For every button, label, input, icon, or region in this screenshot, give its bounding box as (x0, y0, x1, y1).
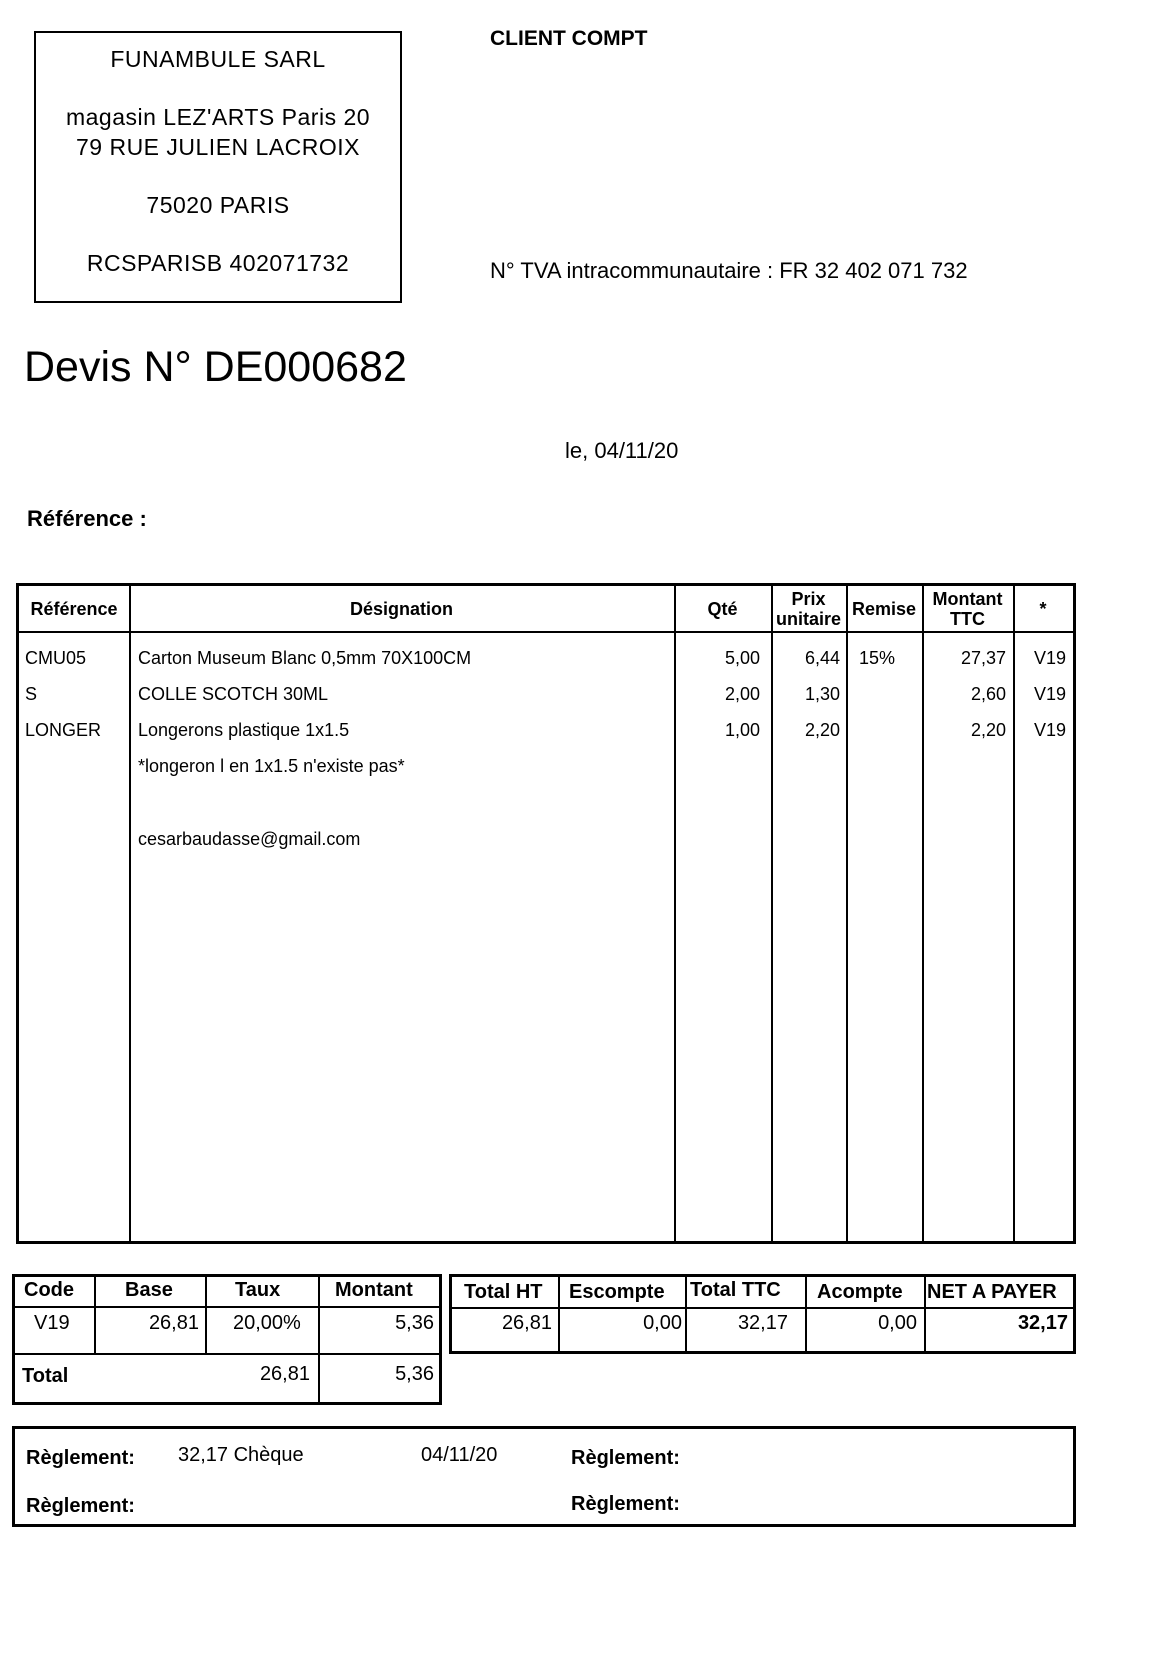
row-1-ref: CMU05 (25, 648, 87, 668)
client-label: CLIENT COMPT (490, 27, 648, 50)
tax-header-montant: Montant (335, 1279, 413, 1301)
row-3-ref: LONGER (25, 720, 102, 740)
totals-header-acompte: Acompte (817, 1281, 903, 1303)
reglement-label-1: Règlement: (26, 1447, 135, 1469)
tax-total-amount: 5,36 (395, 1363, 434, 1385)
quote-date: le, 04/11/20 (565, 438, 679, 463)
reglement-1-date: 04/11/20 (421, 1444, 498, 1466)
tax-amount: 5,36 (395, 1312, 434, 1334)
tax-header-code: Code (24, 1279, 74, 1301)
row-2-montant: 2,60 (970, 684, 1006, 704)
row-1-designation: Carton Museum Blanc 0,5mm 70X100CM (138, 648, 472, 668)
total-ht: 26,81 (501, 1312, 552, 1334)
row-2-designation: COLLE SCOTCH 30ML (138, 684, 329, 704)
row-1-code: V19 (1034, 648, 1067, 668)
line-note: *longeron l en 1x1.5 n'existe pas* (138, 756, 405, 776)
row-3-prix: 2,20 (804, 720, 840, 740)
total-ttc: 32,17 (737, 1312, 788, 1334)
header-star: * (1039, 598, 1047, 619)
header-montant-line2: TTC (950, 608, 985, 629)
tax-total-label: Total (22, 1365, 69, 1387)
company-name: FUNAMBULE SARL (110, 46, 326, 72)
tax-code: V19 (34, 1312, 70, 1334)
header-montant-line1: Montant (932, 588, 1003, 609)
totals-table (449, 1274, 1076, 1354)
tax-header-base: Base (125, 1279, 173, 1301)
totals-header-escompte: Escompte (569, 1281, 665, 1303)
row-2-ref: S (25, 684, 38, 704)
row-3-montant: 2,20 (970, 720, 1006, 740)
tax-header-taux: Taux (235, 1279, 281, 1301)
tax-table (12, 1274, 442, 1405)
row-1-prix: 6,44 (804, 648, 840, 668)
header-qte: Qté (707, 598, 738, 619)
totals-header-ht: Total HT (464, 1281, 543, 1303)
acompte: 0,00 (878, 1312, 917, 1334)
row-2-qte: 2,00 (724, 684, 760, 704)
totals-header-ttc: Total TTC (690, 1279, 781, 1301)
reglement-label-4: Règlement: (571, 1493, 680, 1515)
header-reference: Référence (30, 598, 118, 619)
line-items-table (16, 583, 1076, 1244)
company-street: 79 RUE JULIEN LACROIX (75, 134, 361, 160)
header-montant-ttc (922, 586, 1013, 631)
tax-base: 26,81 (148, 1312, 199, 1334)
reglement-label-3: Règlement: (26, 1495, 135, 1517)
net-a-payer: 32,17 (1017, 1312, 1068, 1334)
tax-rate: 20,00% (233, 1312, 301, 1334)
row-2-code: V19 (1034, 684, 1067, 704)
header-prix-line2: unitaire (775, 608, 841, 629)
row-1-remise: 15% (859, 648, 896, 668)
row-3-designation: Longerons plastique 1x1.5 (138, 720, 350, 740)
row-1-qte: 5,00 (724, 648, 760, 668)
reglement-label-2: Règlement: (571, 1447, 680, 1469)
totals-header-net: NET A PAYER (927, 1281, 1057, 1303)
company-store: magasin LEZ'ARTS Paris 20 (65, 104, 371, 130)
escompte: 0,00 (643, 1312, 682, 1334)
row-1-montant: 27,37 (960, 648, 1006, 668)
tva-number: N° TVA intracommunautaire : FR 32 402 071 732 (490, 258, 968, 283)
header-prix-unitaire (771, 586, 846, 631)
tax-total-base: 26,81 (259, 1363, 310, 1385)
header-remise: Remise (851, 598, 917, 619)
reglement-box (12, 1426, 1076, 1527)
row-2-prix: 1,30 (804, 684, 840, 704)
company-city: 75020 PARIS (146, 192, 290, 218)
reference-label: Référence : (27, 506, 147, 531)
client-email: cesarbaudasse@gmail.com (138, 829, 361, 849)
company-box (34, 31, 402, 303)
page-title: Devis N° DE000682 (24, 343, 407, 391)
reglement-1-amount: 32,17 Chèque (178, 1444, 304, 1466)
row-3-qte: 1,00 (724, 720, 760, 740)
company-rcs: RCSPARISB 402071732 (86, 250, 350, 276)
row-3-code: V19 (1034, 720, 1067, 740)
header-prix-line1: Prix (791, 588, 826, 609)
header-designation: Désignation (349, 598, 453, 619)
